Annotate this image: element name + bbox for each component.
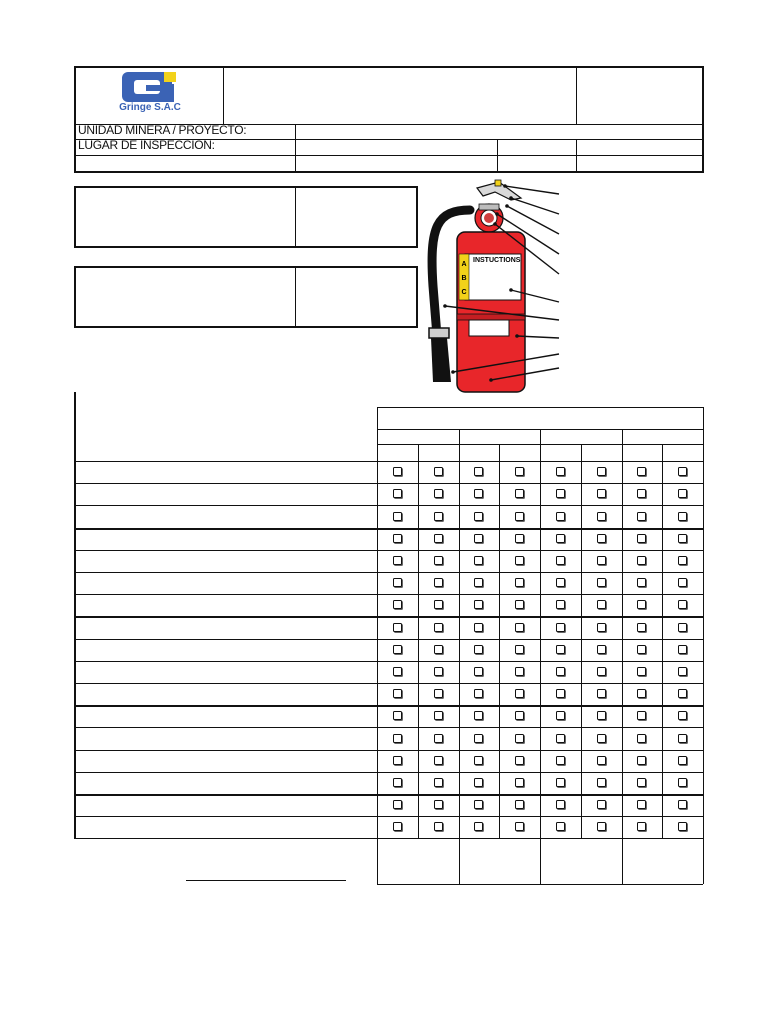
checkbox[interactable] bbox=[678, 778, 687, 787]
table-row-line bbox=[74, 594, 703, 595]
signature-line bbox=[186, 880, 346, 881]
checkbox[interactable] bbox=[434, 534, 443, 543]
checkbox[interactable] bbox=[597, 489, 606, 498]
checkbox[interactable] bbox=[393, 734, 402, 743]
checkbox[interactable] bbox=[678, 623, 687, 632]
checkbox[interactable] bbox=[637, 534, 646, 543]
checkbox[interactable] bbox=[637, 489, 646, 498]
checkbox[interactable] bbox=[678, 756, 687, 765]
checkbox[interactable] bbox=[597, 667, 606, 676]
checkbox[interactable] bbox=[556, 467, 565, 476]
checkbox[interactable] bbox=[556, 556, 565, 565]
checkbox[interactable] bbox=[434, 800, 443, 809]
checkbox[interactable] bbox=[515, 756, 524, 765]
checkbox[interactable] bbox=[678, 645, 687, 654]
company-logo bbox=[90, 68, 222, 122]
checkbox[interactable] bbox=[637, 822, 646, 831]
column-divider bbox=[662, 444, 663, 838]
header-divider bbox=[497, 139, 498, 173]
checkbox[interactable] bbox=[515, 623, 524, 632]
checkbox[interactable] bbox=[637, 667, 646, 676]
table-row-line bbox=[74, 750, 703, 751]
checkbox[interactable] bbox=[393, 645, 402, 654]
checkbox[interactable] bbox=[515, 800, 524, 809]
checkbox[interactable] bbox=[597, 512, 606, 521]
checkbox[interactable] bbox=[474, 623, 483, 632]
checkbox[interactable] bbox=[637, 756, 646, 765]
checkbox[interactable] bbox=[434, 756, 443, 765]
checkbox[interactable] bbox=[434, 600, 443, 609]
checkbox[interactable] bbox=[597, 756, 606, 765]
checkbox[interactable] bbox=[393, 623, 402, 632]
checkbox[interactable] bbox=[474, 711, 483, 720]
checkbox[interactable] bbox=[474, 600, 483, 609]
checkbox[interactable] bbox=[556, 778, 565, 787]
checkbox[interactable] bbox=[678, 467, 687, 476]
checkbox[interactable] bbox=[637, 600, 646, 609]
checkbox[interactable] bbox=[597, 800, 606, 809]
table-right-border bbox=[703, 407, 704, 884]
info-box-1 bbox=[74, 186, 418, 248]
checkbox[interactable] bbox=[393, 467, 402, 476]
checkbox[interactable] bbox=[474, 778, 483, 787]
checkbox[interactable] bbox=[474, 645, 483, 654]
table-row-line bbox=[74, 683, 703, 684]
checkbox[interactable] bbox=[556, 734, 565, 743]
checkbox[interactable] bbox=[637, 578, 646, 587]
checkbox[interactable] bbox=[434, 645, 443, 654]
checkbox[interactable] bbox=[637, 467, 646, 476]
checkbox[interactable] bbox=[678, 734, 687, 743]
checkbox[interactable] bbox=[597, 534, 606, 543]
checkbox[interactable] bbox=[393, 600, 402, 609]
checkbox[interactable] bbox=[678, 556, 687, 565]
extinguisher-class-c: C bbox=[461, 289, 467, 296]
table-row-line bbox=[74, 772, 703, 773]
info-box-2 bbox=[74, 266, 418, 328]
checkbox[interactable] bbox=[434, 822, 443, 831]
checkbox[interactable] bbox=[637, 623, 646, 632]
checkbox[interactable] bbox=[474, 512, 483, 521]
checkbox[interactable] bbox=[637, 800, 646, 809]
checkbox[interactable] bbox=[515, 556, 524, 565]
checkbox[interactable] bbox=[515, 578, 524, 587]
checkbox[interactable] bbox=[637, 778, 646, 787]
checkbox[interactable] bbox=[556, 645, 565, 654]
checkbox[interactable] bbox=[556, 800, 565, 809]
table-header-line bbox=[377, 407, 703, 408]
checkbox[interactable] bbox=[678, 711, 687, 720]
checkbox[interactable] bbox=[637, 689, 646, 698]
table-row-line bbox=[74, 794, 703, 796]
checkbox[interactable] bbox=[556, 623, 565, 632]
checkbox[interactable] bbox=[393, 578, 402, 587]
checkbox[interactable] bbox=[434, 734, 443, 743]
checkbox[interactable] bbox=[474, 578, 483, 587]
checkbox[interactable] bbox=[515, 467, 524, 476]
checkbox[interactable] bbox=[556, 711, 565, 720]
checkbox[interactable] bbox=[515, 822, 524, 831]
info-box-1-divider bbox=[295, 186, 296, 248]
checkbox[interactable] bbox=[474, 489, 483, 498]
checkbox[interactable] bbox=[597, 578, 606, 587]
checkbox[interactable] bbox=[474, 556, 483, 565]
extinguisher-class-a: A bbox=[461, 261, 467, 268]
checkbox[interactable] bbox=[434, 711, 443, 720]
checkbox[interactable] bbox=[515, 600, 524, 609]
checkbox[interactable] bbox=[515, 778, 524, 787]
checkbox[interactable] bbox=[556, 756, 565, 765]
checkbox[interactable] bbox=[556, 578, 565, 587]
checkbox[interactable] bbox=[515, 689, 524, 698]
checkbox[interactable] bbox=[434, 489, 443, 498]
checkbox[interactable] bbox=[393, 489, 402, 498]
checkbox[interactable] bbox=[393, 822, 402, 831]
checkbox[interactable] bbox=[434, 556, 443, 565]
table-row-line bbox=[74, 505, 703, 506]
checkbox[interactable] bbox=[474, 734, 483, 743]
checkbox[interactable] bbox=[678, 578, 687, 587]
fire-extinguisher-icon bbox=[425, 176, 565, 396]
table-row-line bbox=[74, 816, 703, 817]
table-row-line bbox=[74, 661, 703, 662]
table-footer-line bbox=[377, 884, 703, 885]
checkbox[interactable] bbox=[597, 734, 606, 743]
column-divider bbox=[581, 444, 582, 838]
header-divider bbox=[223, 66, 224, 124]
checkbox[interactable] bbox=[474, 467, 483, 476]
table-row-line bbox=[74, 838, 703, 839]
checkbox[interactable] bbox=[678, 489, 687, 498]
lugar-inspeccion-label: LUGAR DE INSPECCION: bbox=[78, 138, 215, 152]
checkbox[interactable] bbox=[515, 667, 524, 676]
header-divider bbox=[74, 155, 704, 156]
checkbox[interactable] bbox=[474, 800, 483, 809]
checkbox[interactable] bbox=[515, 711, 524, 720]
item-column-border bbox=[377, 407, 378, 884]
checkbox[interactable] bbox=[434, 689, 443, 698]
checkbox[interactable] bbox=[637, 734, 646, 743]
checkbox[interactable] bbox=[556, 600, 565, 609]
column-divider bbox=[499, 444, 500, 838]
checkbox[interactable] bbox=[393, 711, 402, 720]
checkbox[interactable] bbox=[556, 512, 565, 521]
logo-icon bbox=[120, 70, 190, 104]
checkbox[interactable] bbox=[556, 822, 565, 831]
checkbox[interactable] bbox=[597, 623, 606, 632]
header-divider bbox=[295, 124, 296, 173]
checkbox[interactable] bbox=[597, 645, 606, 654]
checkbox[interactable] bbox=[597, 778, 606, 787]
table-row-line bbox=[74, 727, 703, 728]
table-row-line bbox=[74, 550, 703, 551]
checkbox[interactable] bbox=[556, 534, 565, 543]
checkbox[interactable] bbox=[434, 667, 443, 676]
info-box-2-divider bbox=[295, 266, 296, 328]
table-row-line bbox=[74, 616, 703, 618]
extinguisher-class-b: B bbox=[461, 275, 467, 282]
checkbox[interactable] bbox=[434, 623, 443, 632]
checkbox[interactable] bbox=[597, 711, 606, 720]
checkbox[interactable] bbox=[678, 512, 687, 521]
checkbox[interactable] bbox=[597, 467, 606, 476]
checkbox[interactable] bbox=[678, 822, 687, 831]
table-row-line bbox=[74, 639, 703, 640]
checkbox[interactable] bbox=[597, 600, 606, 609]
table-row-line bbox=[74, 528, 703, 530]
checkbox[interactable] bbox=[678, 534, 687, 543]
checkbox[interactable] bbox=[515, 734, 524, 743]
checkbox[interactable] bbox=[556, 489, 565, 498]
checkbox[interactable] bbox=[597, 822, 606, 831]
checkbox[interactable] bbox=[678, 689, 687, 698]
checkbox[interactable] bbox=[393, 667, 402, 676]
checkbox[interactable] bbox=[637, 512, 646, 521]
checkbox[interactable] bbox=[434, 467, 443, 476]
checkbox[interactable] bbox=[678, 800, 687, 809]
checkbox[interactable] bbox=[474, 822, 483, 831]
checkbox[interactable] bbox=[597, 689, 606, 698]
column-divider bbox=[418, 444, 419, 838]
checkbox[interactable] bbox=[393, 556, 402, 565]
checkbox[interactable] bbox=[515, 512, 524, 521]
checkbox[interactable] bbox=[393, 689, 402, 698]
checkbox[interactable] bbox=[434, 512, 443, 521]
checkbox[interactable] bbox=[515, 489, 524, 498]
checkbox[interactable] bbox=[515, 645, 524, 654]
checkbox[interactable] bbox=[393, 534, 402, 543]
extinguisher-instructions-label: INSTUCTIONS bbox=[473, 257, 521, 264]
checkbox[interactable] bbox=[474, 689, 483, 698]
unidad-minera-label: UNIDAD MINERA / PROYECTO: bbox=[78, 123, 247, 137]
checkbox[interactable] bbox=[637, 556, 646, 565]
header-divider bbox=[576, 139, 577, 173]
table-row-line bbox=[74, 705, 703, 707]
checkbox[interactable] bbox=[474, 534, 483, 543]
checkbox[interactable] bbox=[556, 689, 565, 698]
checkbox[interactable] bbox=[556, 667, 565, 676]
checkbox[interactable] bbox=[474, 756, 483, 765]
checkbox[interactable] bbox=[434, 778, 443, 787]
fire-extinguisher-diagram bbox=[425, 176, 565, 396]
header-divider bbox=[576, 66, 577, 124]
table-row-line bbox=[74, 572, 703, 573]
table-row-line bbox=[74, 461, 703, 462]
checkbox[interactable] bbox=[434, 578, 443, 587]
checkbox[interactable] bbox=[637, 711, 646, 720]
checkbox[interactable] bbox=[393, 512, 402, 521]
checkbox[interactable] bbox=[597, 556, 606, 565]
checkbox[interactable] bbox=[474, 667, 483, 676]
checkbox[interactable] bbox=[393, 800, 402, 809]
checkbox[interactable] bbox=[678, 600, 687, 609]
table-row-line bbox=[74, 483, 703, 484]
checkbox[interactable] bbox=[515, 534, 524, 543]
checkbox[interactable] bbox=[637, 645, 646, 654]
checkbox[interactable] bbox=[393, 778, 402, 787]
checkbox[interactable] bbox=[678, 667, 687, 676]
checkbox[interactable] bbox=[393, 756, 402, 765]
logo-text: Gringe S.A.C bbox=[119, 102, 181, 113]
